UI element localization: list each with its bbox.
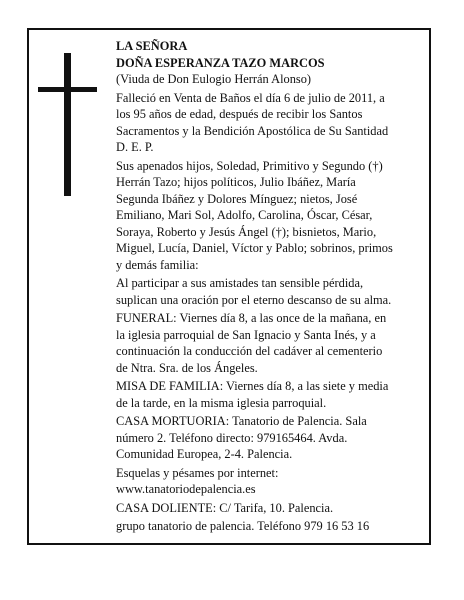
obituary-paragraph <box>116 90 422 156</box>
text-line: D. E. P. <box>116 140 154 154</box>
text-line: Emiliano, Mari Sol, Adolfo, Carolina, Óscar, César, <box>116 208 373 222</box>
paragraph-list <box>116 90 422 535</box>
text-line: Comunidad Europea, 2-4. Palencia. <box>116 447 293 461</box>
text-line: Segunda Ibáñez y Dolores Mínguez; nietos, José <box>116 191 358 206</box>
text-line: Soraya, Roberto y Jesús Ángel (†); bisnietos, Mario, <box>116 224 377 239</box>
obituary-text <box>116 38 422 537</box>
text-line: la iglesia parroquial de San Ignacio y Santa Inés, y a <box>116 327 376 342</box>
text-line: continuación la conducción del cadáver al cementerio <box>116 344 383 358</box>
cross-icon-arm <box>38 87 97 92</box>
obituary-paragraph <box>116 500 422 517</box>
text-line: suplican una oración por el eterno descanso de su alma. <box>116 292 392 307</box>
text-line: www.tanatoriodepalencia.es <box>116 482 256 496</box>
obituary-paragraph <box>116 378 422 411</box>
text-line: de Ntra. Sra. de los Ángeles. <box>116 360 258 375</box>
obituary-paragraph <box>116 158 422 274</box>
text-line: Miguel, Lucía, Daniel, Víctor y Pablo; sobrinos, primos <box>116 241 393 255</box>
obituary-title: LA SEÑORA <box>116 39 188 53</box>
text-line: FUNERAL: Viernes día 8, a las once de la mañana, en <box>116 311 387 325</box>
cross-icon <box>64 53 71 196</box>
text-line: Esquelas y pésames por internet: <box>116 465 279 480</box>
text-line: y demás familia: <box>116 257 199 272</box>
deceased-name: DOÑA ESPERANZA TAZO MARCOS <box>116 55 325 70</box>
text-line: de la tarde, en la misma iglesia parroquial. <box>116 395 327 410</box>
text-line: los 95 años de edad, después de recibir los Santos <box>116 107 363 121</box>
text-line: Falleció en Venta de Baños el día 6 de julio de 2011, a <box>116 90 385 105</box>
header-block <box>116 38 422 88</box>
obituary-paragraph <box>116 518 422 535</box>
text-line: CASA DOLIENTE: C/ Tarifa, 10. Palencia. <box>116 500 334 515</box>
text-line: Sus apenados hijos, Soledad, Primitivo y Segundo (†) <box>116 158 383 173</box>
obituary-paragraph <box>116 310 422 376</box>
text-line: grupo tanatorio de palencia. Teléfono 979 16 53 16 <box>116 519 370 533</box>
text-line: CASA MORTUORIA: Tanatorio de Palencia. Sala <box>116 414 367 428</box>
text-line: número 2. Teléfono directo: 979165464. Avda. <box>116 430 348 445</box>
obituary-paragraph <box>116 275 422 308</box>
text-line: Al participar a sus amistades tan sensible pérdida, <box>116 276 364 290</box>
widow-note: (Viuda de Don Eulogio Herrán Alonso) <box>116 72 312 86</box>
obituary-paragraph <box>116 413 422 463</box>
text-line: Herrán Tazo; hijos políticos, Julio Ibáñez, María <box>116 175 356 189</box>
text-line: MISA DE FAMILIA: Viernes día 8, a las siete y media <box>116 379 389 393</box>
obituary-paragraph <box>116 465 422 498</box>
text-line: Sacramentos y la Bendición Apostólica de Su Santidad <box>116 123 389 138</box>
